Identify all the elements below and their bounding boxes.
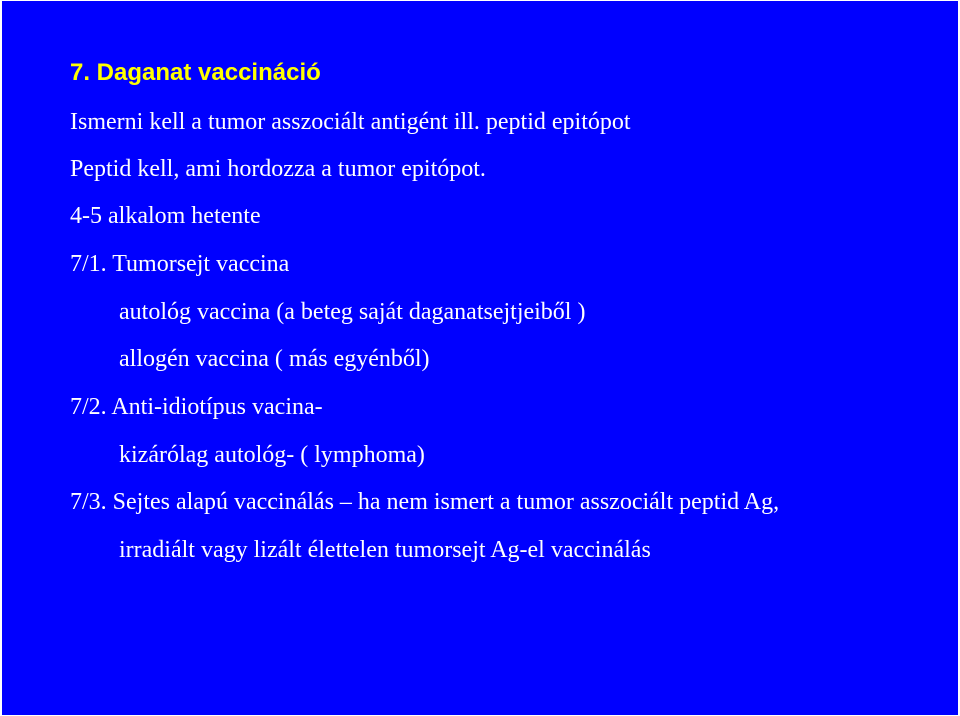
- section-heading-7-1: 7/1. Tumorsejt vaccina: [70, 251, 290, 277]
- text-line-irradialt: irradiált vagy lizált élettelen tumorsejt Ag-el vaccinálás: [119, 537, 651, 563]
- section-heading-7-2: 7/2. Anti-idiotípus vacina-: [70, 394, 323, 420]
- text-line-allogen: allogén vaccina ( más egyénből): [119, 346, 430, 372]
- text-line-autolog: autológ vaccina (a beteg saját daganatsejtjeiből ): [119, 299, 586, 325]
- slide: [2, 1, 958, 715]
- text-line-3: 4-5 alkalom hetente: [70, 203, 261, 229]
- section-heading-7-3: 7/3. Sejtes alapú vaccinálás – ha nem ismert a tumor asszociált peptid Ag,: [70, 489, 780, 515]
- text-line-kizarolag: kizárólag autológ- ( lymphoma): [119, 442, 425, 468]
- slide-title: 7. Daganat vaccináció: [70, 59, 321, 86]
- text-line-1: Ismerni kell a tumor asszociált antigént ill. peptid epitópot: [70, 109, 631, 135]
- text-line-2: Peptid kell, ami hordozza a tumor epitópot.: [70, 156, 486, 182]
